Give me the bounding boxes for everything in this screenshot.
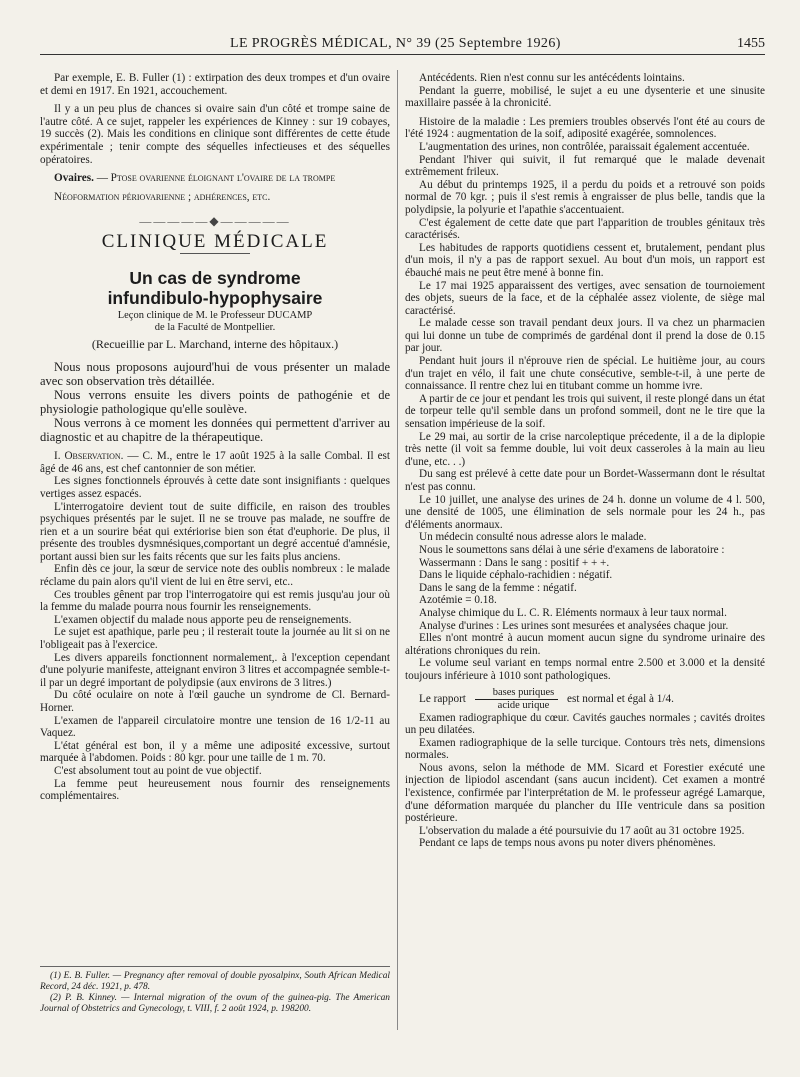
lab-result: Azotémie = 0.18. <box>419 594 497 607</box>
paragraph: Le malade cesse son travail pendant deux jours. Il va chez un pharmacien qui lui donne un tube de comprimés de gardénal dont il prend la dose de 0.15 par jour. <box>405 317 765 355</box>
ovaires-heading: Ovaires. <box>54 172 94 185</box>
paragraph: Les signes fonctionnels éprouvés à cette date sont insignifiants : quelques vertiges assez espacés. <box>40 475 390 500</box>
paragraph: C'est également de cette date que part l'apparition de troubles génitaux très caractérisés. <box>405 216 765 242</box>
paragraph: Il y a un peu plus de chances si ovaire sain d'un côté et trompe saine de l'autre côté. A ce sujet, rappeler les expériences de Kinney : sur 19 cobayes, 19 succès (2). Mais les conditions en clinique sont différentes de cette étude expérimentale ; tenir compte des séquelles infectieuses et des séquelles opératoires. <box>40 103 390 166</box>
paragraph: Le sujet est apathique, parle peu ; il resterait toute la journée au lit si on ne l'obligeait pas à l'exercice. <box>40 626 390 652</box>
article-title: Un cas de syndrome infundibulo-hypophysaire <box>107 267 323 308</box>
paragraph: La femme peut heureusement nous fournir des renseignements complémentaires. <box>40 777 390 803</box>
paragraph: Nous verrons à ce moment les données qui permettent d'arriver au diagnostic et au chapitre de la thérapeutique. <box>40 416 390 445</box>
paragraph: Le 10 juillet, une analyse des urines de 24 h. donne un volume de 4 l. 500, une densité de 1005, une élimination de sels normale pour les 24 h., pas d'éléments anormaux. <box>405 493 765 531</box>
paragraph: Analyse d'urines : Les urines sont mesurées et analysées chaque jour. <box>419 619 729 632</box>
paragraph: L'augmentation des urines, non contrôlée, paraissait également accentuée. <box>419 140 750 153</box>
paragraph: I. Observation. — C. M., entre le 17 août 1925 à la salle Combal. Il est âgé de 46 ans, est chef cantonnier de son métier. <box>40 450 390 475</box>
lab-result: Dans le sang de la femme : négatif. <box>419 581 577 594</box>
paragraph: Examen radiographique de la selle turcique. Contours très nets, dimensions normales. <box>405 736 765 762</box>
paragraph: Au début du printemps 1925, il a perdu du poids et a retrouvé son poids normal de 70 kgr. ; puis il s'est remis à engraisser de plus belle, tandis que la polydipsie, la polyurie et l'apathie s'accentuaient. <box>405 178 765 216</box>
lab-result: Dans le liquide céphalo-rachidien : négatif. <box>419 569 613 582</box>
paragraph: Pendant ce laps de temps nous avons pu noter divers phénomènes. <box>419 837 716 850</box>
paragraph: Nous verrons ensuite les divers points de pathogénie et de physiologie pathologique qu'elle soulève. <box>40 388 390 417</box>
paragraph: Pendant huit jours il n'éprouve rien de spécial. Le huitième jour, au cours d'un trajet en vélo, il fait une chute consécutive, semble-t-il, à une perte de connaissance. Il rentre chez lui en titubant comme un homme ivre. <box>405 355 765 393</box>
paragraph: L'examen objectif du malade nous apporte peu de renseignements. <box>54 613 352 626</box>
paragraph: Néoformation périovarienne ; adhérences, etc. <box>54 190 271 203</box>
ratio-line: Le rapport $\frac{\text{bases puriques}}{\text{acide urique}}$ est normal et égal à 1/4. <box>419 686 674 711</box>
divider <box>180 253 250 254</box>
lab-result: Wassermann : Dans le sang : positif + + +. <box>419 556 610 569</box>
lecture-byline: Leçon clinique de M. le Professeur DUCAMP de la Faculté de Montpellier. <box>117 309 313 333</box>
left-column <box>40 72 390 803</box>
paragraph: Les habitudes de rapports quotidiens cessent et, brutalement, pendant plus d'un mois, il n'y a pas de rapport sexuel. Au bout d'un mois, un rapport est ébauché mais ne peut être mené à bonne fin. <box>405 241 765 279</box>
paragraph: Le 29 mai, au sortir de la crise narcoleptique précedente, il a de la diplopie très nette (il voit sa femme double, lui voit deux casseroles à la main au lieu d'une, etc. . .) <box>405 430 765 468</box>
paragraph: Du côté oculaire on note à l'œil gauche un syndrome de Cl. Bernard-Horner. <box>40 689 390 714</box>
paragraph: Enfin dès ce jour, la sœur de service note des oublis nombreux : le malade réclame du pain alors qu'il vient de lui en être servi, etc.. <box>40 563 390 589</box>
footnotes <box>40 966 390 1015</box>
paragraph: Elles n'ont montré à aucun moment aucun signe du syndrome urinaire des altérations chroniques du rein. <box>405 632 765 657</box>
paragraph: Pendant l'hiver qui suivit, il fut remarqué que le malade devenait extrêmement frileux. <box>405 153 765 179</box>
paragraph: Un médecin consulté nous adresse alors le malade. <box>419 531 647 544</box>
column-divider <box>397 70 398 1030</box>
right-column <box>405 72 765 850</box>
page-number: 1455 <box>737 36 765 51</box>
paragraph: Examen radiographique du cœur. Cavités gauches normales ; cavités droites un peu dilatées. <box>405 711 765 737</box>
observation-heading: I. Observation. <box>54 450 124 463</box>
paragraph: L'interrogatoire devient tout de suite difficile, en raison des troubles psychiques présentés par le sujet. Il ne se trouve pas malade, ne souffre de rien et a un sourire béat qui extériorise bien son état d'euphorie. De plus, il présente des troubles dysmnésiques,comportant un degré accentué d'amnésie, portant aussi bien sur les faits récents que sur les faits plus anciens. <box>40 500 390 563</box>
running-header <box>40 32 765 55</box>
paragraph: Ovaires. — Ptose ovarienne éloignant l'ovaire de la trompe <box>54 172 336 185</box>
paragraph: Histoire de la maladie : Les premiers troubles observés l'ont été au cours de l'été 1924 : augmentation de la soif, adiposité exagérée, somnolences. <box>405 115 765 141</box>
paragraph: C'est absolument tout au point de vue objectif. <box>54 764 262 777</box>
footnote: (2) P. B. Kinney. — Internal migration of the ovum of the guinea-pig. The American Journal of Obstetrics and Gynecology, t. VIII, f. 2 août 1924, p. 198200. <box>40 993 390 1014</box>
ratio-fraction: $\frac{\text{bases puriques}}{\text{acide urique}}$ <box>475 687 559 712</box>
footnote: (1) E. B. Fuller. — Pregnancy after removal of double pyosalpinx, South African Medical Record, 24 déc. 1921, p. 478. <box>40 971 390 992</box>
paragraph: Ces troubles gênent par trop l'interrogatoire qui est remis jusqu'au jour où la femme du malade pourra nous fournir les renseignements. <box>40 588 390 614</box>
paragraph: Par exemple, E. B. Fuller (1) : extirpation des deux trompes et d'un ovaire et demi en 1917. En 1921, accouchement. <box>40 72 390 97</box>
paragraph: Le volume seul variant en temps normal entre 2.500 et 3.000 et la densité toujours inférieure à 1010 sont pathologiques. <box>405 657 765 682</box>
paragraph: Analyse chimique du L. C. R. Eléments normaux à leur taux normal. <box>419 606 727 619</box>
journal-title: LE PROGRÈS MÉDICAL, N° 39 (25 Septembre 1926) <box>230 36 561 51</box>
paragraph: Nous avons, selon la méthode de MM. Sicard et Forestier exécuté une injection de lipiodol ascendant (sans aucun incident). Cet examen a montré l'existence, confirmée par l'interprétation de M. le professeur agrégé Lamarque, d'une déformation marquée du plancher du IIIe ventricule dans sa position postérieure. <box>405 761 765 825</box>
paragraph: Nous nous proposons aujourd'hui de vous présenter un malade avec son observation très détaillée. <box>40 360 390 389</box>
paragraph: A partir de ce jour et pendant les trois qui suivent, il reste plongé dans un état de torpeur telle qu'il semble dans un profond sommeil, dont ne le tire que la sensation impérieuse de la soif. <box>405 392 765 431</box>
recorder-byline: (Recueillie par L. Marchand, interne des hôpitaux.) <box>91 336 339 351</box>
section-title: CLINIQUE MÉDICALE <box>101 230 329 252</box>
paragraph: L'observation du malade a été poursuivie du 17 août au 31 octobre 1925. <box>419 824 745 837</box>
ornament-divider: —————◆————— <box>139 214 291 229</box>
paragraph: Pendant la guerre, mobilisé, le sujet a eu une dysenterie et une sinusite maxillaire passée à la chronicité. <box>405 84 765 110</box>
paragraph: Les divers appareils fonctionnent normalement,. à l'exception cependant d'une polyurie manifeste, atteignant environ 3 litres et accompagnée semble-t-il par un degré important de polydipsie (aux environs de 3 litres.) <box>40 651 390 689</box>
paragraph: Nous le soumettons sans délai à une série d'examens de laboratoire : <box>419 543 725 556</box>
paragraph: Antécédents. Rien n'est connu sur les antécédents lointains. <box>419 72 685 84</box>
paragraph: Le 17 mai 1925 apparaissent des vertiges, avec sensation de tournoiement des objets, sueurs de la face, et de la céphalée assez violente, de siège mal caractérisé. <box>405 279 765 317</box>
paragraph: L'état général est bon, il y a même une adiposité excessive, surtout marquée à l'abdomen. Poids : 80 kgr. pour une taille de 1 m. 70. <box>40 739 390 765</box>
paragraph: Du sang est prélevé à cette date pour un Bordet-Wassermann dont le résultat n'est pas connu. <box>405 468 765 493</box>
paragraph: L'examen de l'appareil circulatoire montre une tension de 16 1/2-11 au Vaquez. <box>40 714 390 740</box>
